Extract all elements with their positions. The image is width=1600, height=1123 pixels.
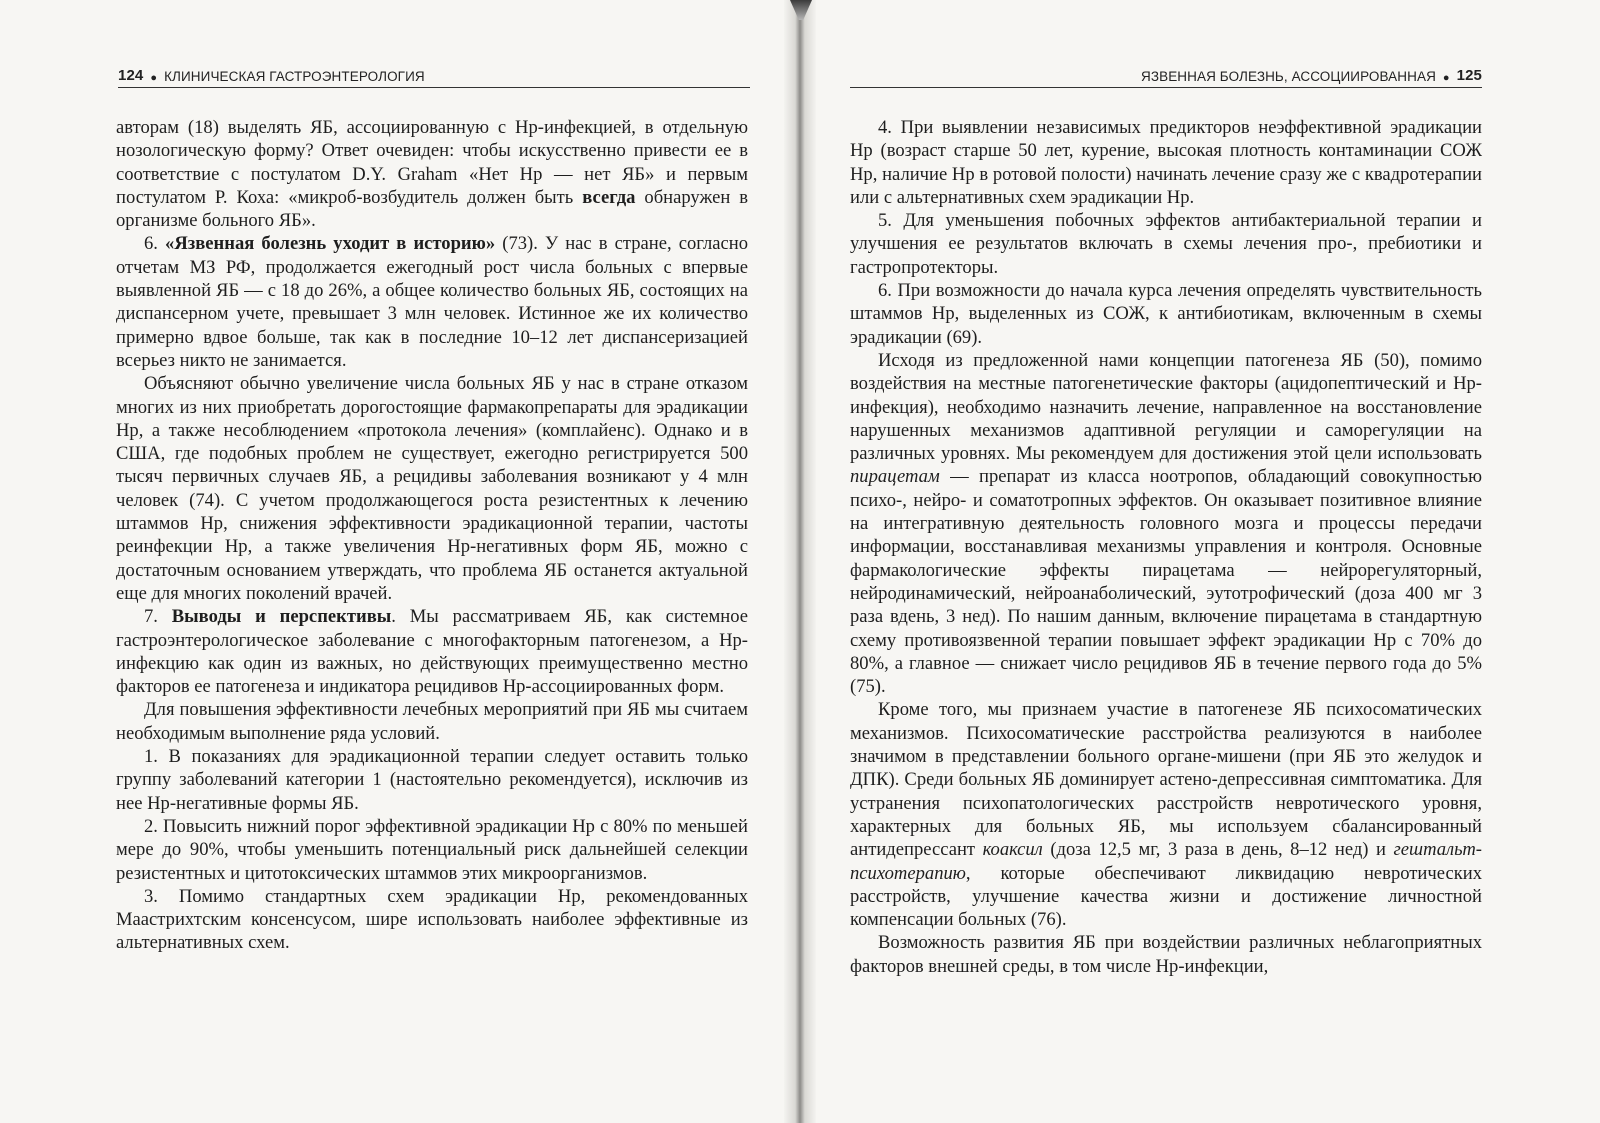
left-page-body	[116, 116, 748, 955]
paragraph	[116, 885, 748, 955]
right-running-header	[850, 60, 1482, 88]
text-run: Возможность развития ЯБ при воздействии различных неблагоприятных факторов внешней среды, в том числе Нр-инфекции,	[850, 932, 1482, 977]
text-run: , которые обеспечивают ликвидацию невротических расстройств, улучшение качества жизни и достижение личностной компенсации больных (76).	[850, 862, 1482, 931]
text-run: 3. Помимо стандартных схем эрадикации Нр, рекомендованных Маастрихтским консенсусом, шире использовать наиболее эффективные из альтернативных схем.	[116, 885, 748, 954]
italic-text: пирацетам	[850, 466, 940, 488]
text-run: 1. В показаниях для эрадикационной терапии следует оставить только группу заболеваний категории 1 (настоятельно рекомендуется), исключив из нее Нр-негативные формы ЯБ.	[116, 746, 748, 814]
header-bullet: ●	[1442, 72, 1450, 84]
book-gutter	[784, 0, 816, 1123]
text-run: 5. Для уменьшения побочных эффектов антибактериальной терапии и улучшения ее результатов включать в схемы лечения про-, пребиотики и гастропротекторы.	[850, 210, 1482, 278]
italic-text: коаксил	[982, 839, 1043, 861]
paragraph	[850, 349, 1482, 698]
text-run: (73). У нас в стране, согласно отчетам МЗ РФ, продолжается ежегодный рост числа больных с впервые выявленной ЯБ — с 18 до 26%, а общее количество больных ЯБ, состоящих на диспансерном учете, превышает 3 млн человек. Истинное же их количество примерно вдвое больше, так как в последние 10–12 лет диспансеризацией всерьез никто не занимается.	[116, 233, 749, 371]
header-bullet: ●	[150, 72, 158, 84]
paragraph	[116, 232, 748, 372]
left-page-number: 124	[118, 67, 144, 84]
right-running-head-title: ЯЗВЕННАЯ БОЛЕЗНЬ, АССОЦИИРОВАННАЯ	[1140, 69, 1436, 84]
paragraph	[116, 605, 748, 698]
bold-text: всегда	[582, 186, 636, 208]
paragraph	[116, 116, 748, 232]
paragraph	[116, 745, 748, 815]
paragraph	[850, 931, 1482, 978]
paragraph	[116, 698, 748, 745]
paragraph	[850, 209, 1482, 279]
paragraph	[116, 372, 748, 605]
text-run: обнаружен в организме больного ЯБ».	[116, 186, 748, 232]
left-running-header	[118, 60, 750, 88]
text-run: 2. Повысить нижний порог эффективной эрадикации Нр с 80% по меньшей мере до 90%, чтобы уменьшить потенциальный риск дальнейшей селекции резистентных и цитотоксических штаммов этих микроорганизмов.	[116, 815, 748, 884]
right-page-number: 125	[1456, 67, 1482, 84]
paragraph	[850, 698, 1482, 931]
paragraph	[850, 279, 1482, 349]
bold-text: Выводы и перспективы	[171, 606, 392, 628]
text-run: Исходя из предложенной нами концепции патогенеза ЯБ (50), помимо воздействия на местные патогенетические факторы (ацидопептический и Нр-инфекция), необходимо назначить лечение, направленное на восстановление нарушенных механизмов адаптивной регуляции и саморегуляции на различных уровнях. Мы рекомендуем для достижения этой цели использовать	[850, 349, 1482, 465]
italic-text: гештальт-психотерапию	[850, 839, 1482, 884]
text-run: Кроме того, мы признаем участие в патогенезе ЯБ психосоматических механизмов. Психосоматические расстройства реализуются в наиболее значимом в представлении больного органе-мишени (при ЯБ это желудок и ДПК). Среди больных ЯБ доминирует астено-депрессивная симптоматика. Для устранения психопатологических расстройств невротического уровня, характерных для больных ЯБ, мы используем сбалансированный антидепрессант	[850, 699, 1482, 861]
text-run: Объясняют обычно увеличение числа больных ЯБ у нас в стране отказом многих из них приобретать дорогостоящие фармакопрепараты для эрадикации Нр, а также несоблюдением «протокола лечения» (комплайенс). Однако и в США, где подобных проблем не существует, ежегодно регистрируется 500 тысяч первичных случаев ЯБ, а рецидивы заболевания возникают у 4 млн человек (74). С учетом продолжающегося роста резистентных к лечению штаммов Нр, снижения эффективности эрадикационной терапии, частоты реинфекции Нр, а также увеличения Нр-негативных форм ЯБ, можно с достаточным основанием утверждать, что проблема ЯБ останется актуальной еще для многих поколений врачей.	[116, 373, 748, 604]
text-run: 6.	[144, 233, 166, 255]
text-run: 7.	[144, 606, 172, 628]
paragraph	[116, 815, 748, 885]
left-running-head-title: КЛИНИЧЕСКАЯ ГАСТРОЭНТЕРОЛОГИЯ	[164, 69, 425, 84]
text-run: Для повышения эффективности лечебных мероприятий при ЯБ мы считаем необходимым выполнение ряда условий.	[116, 699, 748, 744]
right-page-body	[850, 116, 1482, 978]
text-run: . Мы рассматриваем ЯБ, как системное гастроэнтерологическое заболевание с многофакторным патогенезом, а Нр-инфекцию как один из важных, но действующих преимущественно местно факторов ее патогенеза и индикатора рецидивов Нр-ассоциированных форм.	[116, 606, 749, 698]
text-run: (доза 12,5 мг, 3 раза в день, 8–12 нед) и	[1042, 839, 1394, 861]
text-run: авторам (18) выделять ЯБ, ассоциированную с Нр-инфекцией, в отдельную нозологическую форму? Ответ очевиден: чтобы искусственно привести ее в соответствие с постулатом D.Y. Graham «Нет Нр — нет ЯБ» и первым постулатом Р. Коха: «микроб-возбудитель должен быть	[116, 117, 748, 208]
text-run: 4. При выявлении независимых предикторов неэффективной эрадикации Нр (возраст старше 50 лет, курение, высокая плотность контаминации СОЖ Нр, наличие Нр в ротовой полости) начинать лечение сразу же с квадротерапии или с альтернативных схем эрадикации Нр.	[850, 117, 1482, 208]
text-run: 6. При возможности до начала курса лечения определять чувствительность штаммов Нр, выделенных из СОЖ, к антибиотикам, включенным в схемы эрадикации (69).	[850, 280, 1482, 348]
bold-text: «Язвенная болезнь уходит в историю»	[165, 233, 496, 255]
text-run: — препарат из класса ноотропов, обладающий совокупностью психо-, нейро- и соматотропных эффектов. Он оказывает позитивное влияние на интегративную деятельность головного мозга и процессы передачи информации, восстанавливая механизмы управления и контроля. Основные фармакологические эффекты пирацетама — нейрорегуляторный, нейродинамический, нейроанаболический, эутотрофический (доза 400 мг 3 раза вдень, 3 нед). По нашим данным, включение пирацетама в стандартную схему противоязвенной терапии повышает эффект эрадикации Нр с 70% до 80%, а главное — снижает число рецидивов ЯБ в течение первого года до 5% (75).	[850, 466, 1482, 698]
paragraph	[850, 116, 1482, 209]
